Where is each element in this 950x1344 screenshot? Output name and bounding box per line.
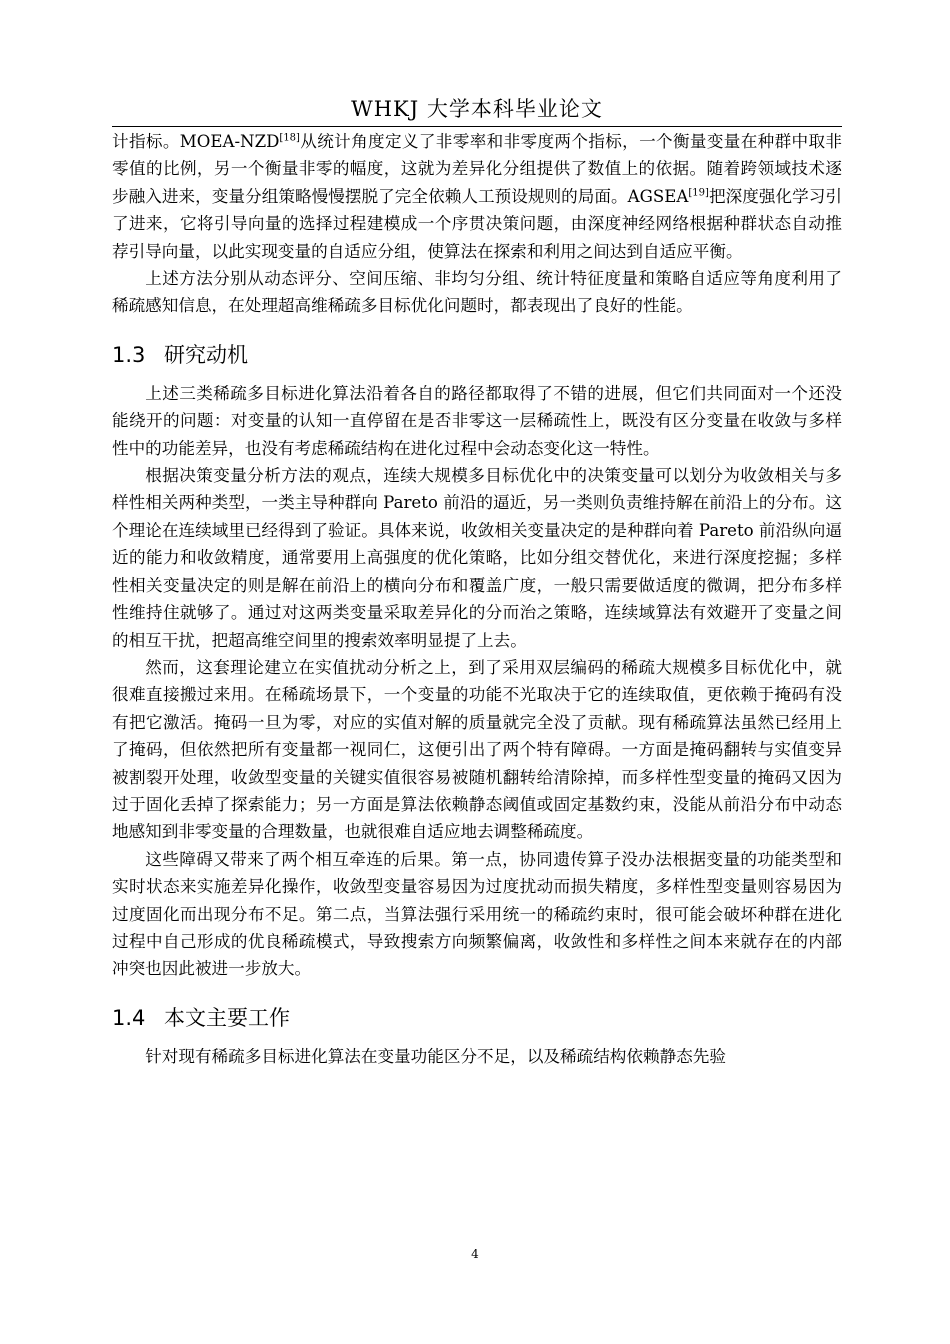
paragraph: 上述三类稀疏多目标进化算法沿着各自的路径都取得了不错的进展，但它们共同面对一个还没能绕开的问题：对变量的认知一直停留在是否非零这一层稀疏性上，既没有区分变量在收敛与多样性中的功能差异，也没有考虑稀疏结构在进化过程中会动态变化这一特性。 (112, 383, 842, 458)
paragraph: 然而，这套理论建立在实值扰动分析之上，到了采用双层编码的稀疏大规模多目标优化中，就很难直接搬过来用。在稀疏场景下，一个变量的功能不光取决于它的连续取值，更依赖于掩码有没有把它激活。掩码一旦为零，对应的实值对解的质量就完全没了贡献。现有稀疏算法虽然已经用上了掩码，但依然把所有变量都一视同仁，这便引出了两个特有障碍。一方面是掩码翻转与实值变异被割裂开处理，收敛型变量的关键实值很容易被随机翻转给清除掉，而多样性型变量的掩码又因为过于固化丢掉了探索能力；另一方面是算法依赖静态阈值或固定基数约束，没能从前沿分布中动态地感知到非零变量的合理数量，也就很难自适应地去调整稀疏度。 (112, 657, 842, 842)
page-number: 4 (471, 1247, 479, 1261)
paragraph-text: 从统计角度定义了非零率和非零度两个指标，一个衡量变量在种群中取非零值的比例，另一个衡量非零的幅度，这就为差异化分组提供了数值上的依据。随着跨领域技术逐步融入进来，变量分组策略慢慢摆脱了完全依赖人工预设规则的局面。AGSEA (112, 132, 843, 206)
paragraph: 针对现有稀疏多目标进化算法在变量功能区分不足，以及稀疏结构依赖静态先验 (145, 1046, 726, 1066)
section-title: 本文主要工作 (164, 1005, 290, 1030)
body-text (112, 128, 842, 1070)
citation-ref: [19] (688, 187, 709, 199)
section-number: 1.3 (112, 342, 146, 367)
section-number: 1.4 (112, 1005, 146, 1030)
section-heading-1-3 (112, 320, 842, 380)
paragraph-text: 把深度强化学习引了进来，它将引导向量的选择过程建模成一个序贯决策问题，由深度神经网络根据种群状态自动推荐引导向量，以此实现变量的自适应分组，使算法在探索和利用之间达到自适应平衡。 (112, 186, 843, 261)
paragraph-intro-2: 上述方法分别从动态评分、空间压缩、非均匀分组、统计特征度量和策略自适应等角度利用了稀疏感知信息，在处理超高维稀疏多目标优化问题时，都表现出了良好的性能。 (112, 269, 842, 316)
section-title: 研究动机 (164, 342, 248, 367)
citation-ref: [18] (279, 132, 300, 144)
paragraph-text: 计指标。MOEA-NZD (112, 132, 280, 151)
paragraph-intro-1 (112, 128, 842, 265)
section-heading-1-4 (112, 983, 842, 1043)
page-header: WHKJ 大学本科毕业论文 (112, 96, 842, 127)
paragraph: 根据决策变量分析方法的观点，连续大规模多目标优化中的决策变量可以划分为收敛相关与多样性相关两种类型，一类主导种群向 Pareto 前沿的逼近，另一类则负责维持解在前沿上的分布。这个理论在连续域里已经得到了验证。具体来说，收敛相关变量决定的是种群向着 Pareto 前沿纵向逼近的能力和收敛精度，通常要用上高强度的优化策略，比如分组交替优化，来进行深度挖掘；多样性相关变量决定的则是解在前沿上的横向分布和覆盖广度，一般只需要做适度的微调，把分布多样性维持住就够了。通过对这两类变量采取差异化的分而治之策略，连续域算法有效避开了变量之间的相互干扰，把超高维空间里的搜索效率明显提了上去。 (112, 466, 842, 650)
paragraph: 这些障碍又带来了两个相互牵连的后果。第一点，协同遗传算子没办法根据变量的功能类型和实时状态来实施差异化操作，收敛型变量容易因为过度扰动而损失精度，多样性型变量则容易因为过度固化而出现分布不足。第二点，当算法强行采用统一的稀疏约束时，很可能会破坏种群在进化过程中自己形成的优良稀疏模式，导致搜索方向频繁偏离，收敛性和多样性之间本来就存在的内部冲突也因此被进一步放大。 (112, 849, 842, 979)
